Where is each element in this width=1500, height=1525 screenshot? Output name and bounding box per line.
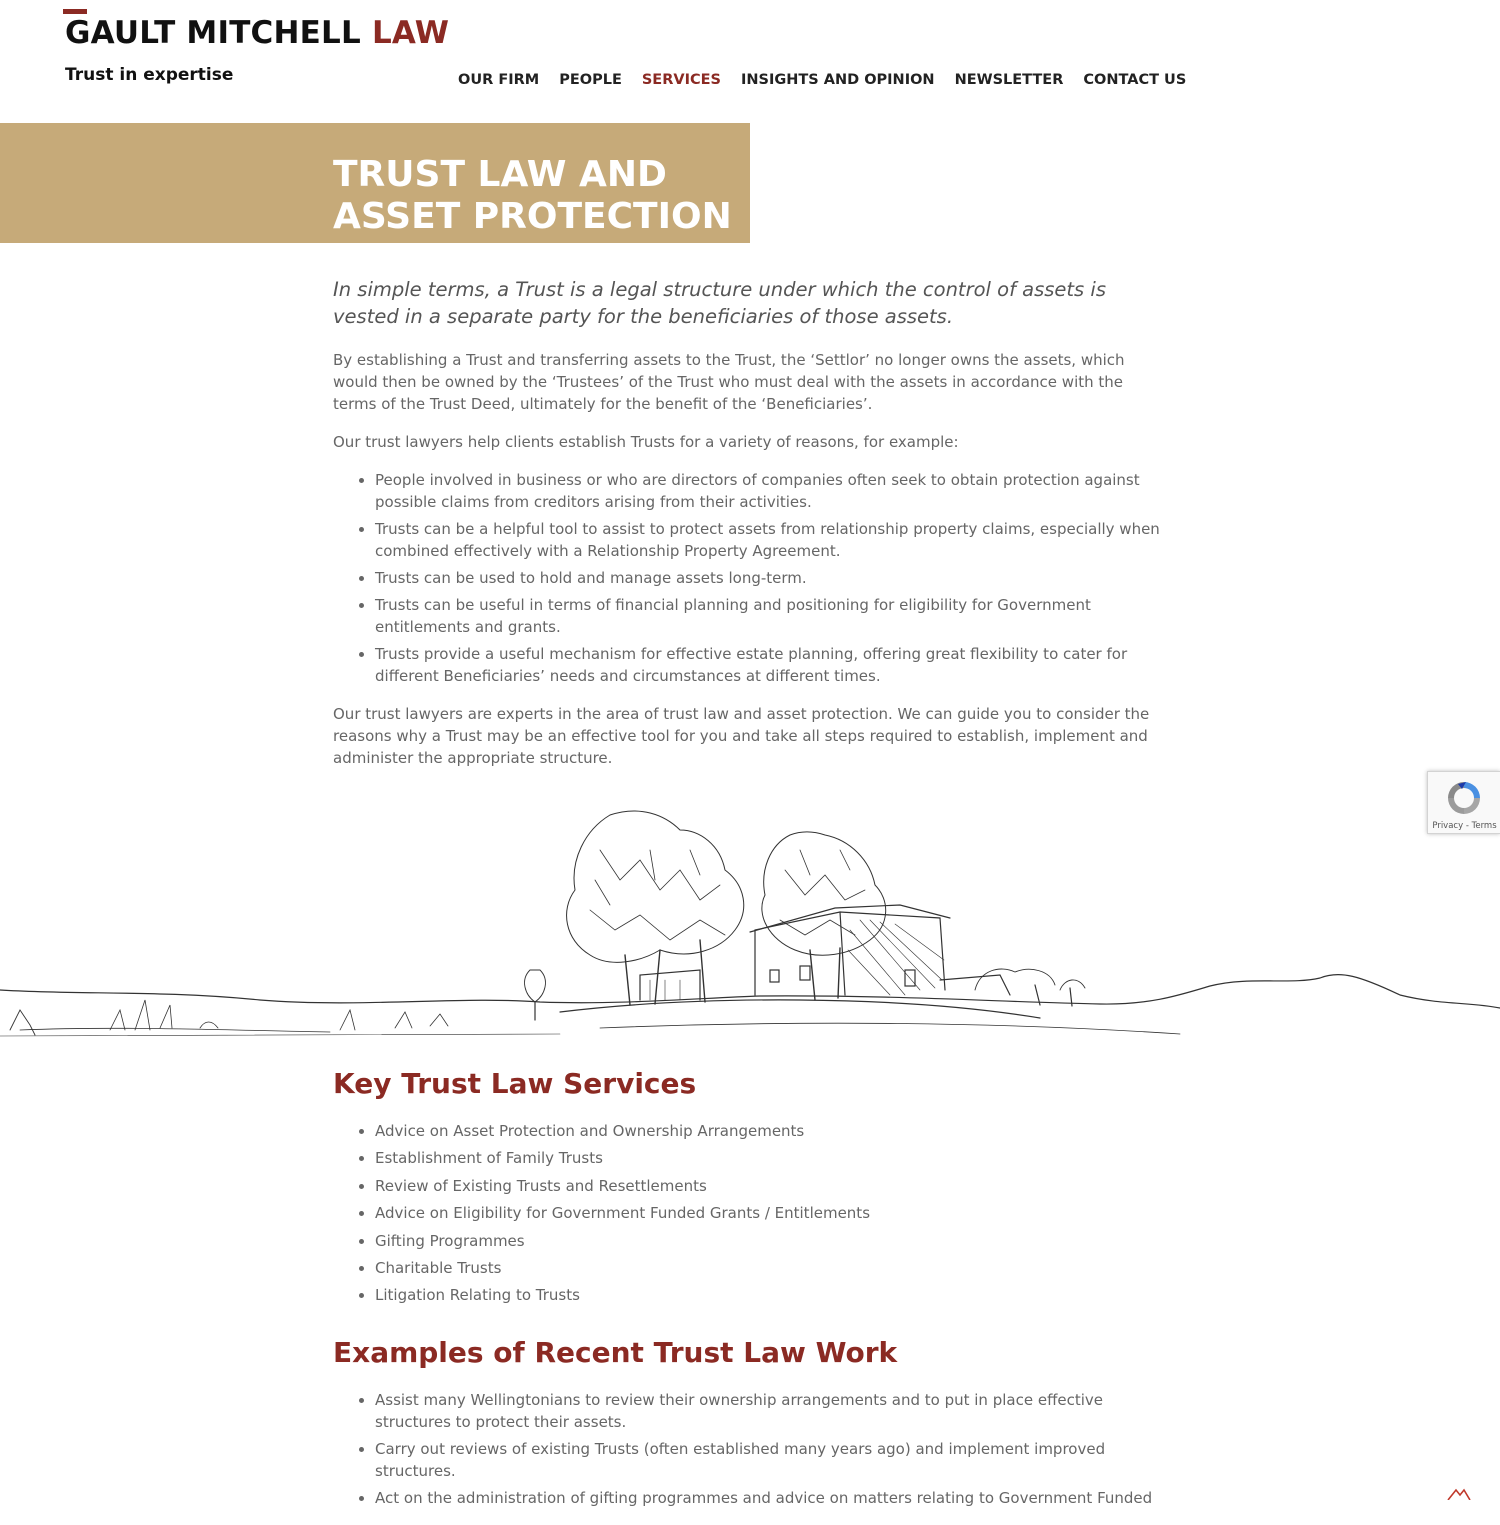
intro-paragraph-3: Our trust lawyers are experts in the area of trust law and asset protection. We can guide you to consider the reasons why a Trust may be an effective tool for you and take all steps required to establish, implement and administer the appropriate structure.	[333, 705, 1150, 767]
nav-people[interactable]: PEOPLE	[559, 72, 622, 88]
site-logo[interactable]	[65, 15, 449, 51]
list-item: • Advice on Eligibility for Government Funded Grants / Entitlements	[375, 1202, 1163, 1224]
logo-accent-bar	[63, 9, 87, 14]
intro-paragraph-2: Our trust lawyers help clients establish Trusts for a variety of reasons, for example:	[333, 433, 959, 451]
recent-work-section	[333, 1331, 1163, 1525]
recaptcha-privacy-link[interactable]: Privacy	[1432, 821, 1464, 831]
list-item: • Charitable Trusts	[375, 1257, 1163, 1279]
recent-work-list	[333, 1389, 1163, 1509]
corner-logo-icon	[1446, 1487, 1472, 1500]
list-item: • Trusts can be a helpful tool to assist to protect assets from relationship property claims, especially when combined effectively with a Relationship Property Agreement.	[375, 518, 1163, 562]
list-item: • Trusts can be used to hold and manage assets long-term.	[375, 567, 1163, 589]
key-services-section	[333, 1062, 1163, 1322]
nav-our-firm[interactable]: OUR FIRM	[458, 72, 540, 88]
recaptcha-icon	[1444, 778, 1484, 818]
nav-contact-us[interactable]: CONTACT US	[1083, 72, 1187, 88]
recaptcha-terms-link[interactable]: Terms	[1471, 821, 1497, 831]
nav-newsletter[interactable]: NEWSLETTER	[954, 72, 1064, 88]
reasons-list	[333, 469, 1163, 687]
site-header	[0, 0, 1500, 120]
list-item: • Act on the administration of gifting programmes and advice on matters relating to Government Funded	[375, 1487, 1163, 1509]
list-item: • Carry out reviews of existing Trusts (often established many years ago) and implement improved structures.	[375, 1438, 1163, 1482]
nav-insights-and-opinion[interactable]: INSIGHTS AND OPINION	[740, 72, 935, 88]
key-services-heading: Key Trust Law Services	[333, 1067, 697, 1100]
logo-name: GAULT MITCHELL	[65, 15, 361, 51]
site-tagline: Trust in expertise	[65, 65, 234, 85]
intro-lead: In simple terms, a Trust is a legal structure under which the control of assets is vested in a separate party for the beneficiaries of those assets.	[333, 278, 1106, 328]
recent-work-heading: Examples of Recent Trust Law Work	[333, 1336, 898, 1369]
key-services-list	[333, 1120, 1163, 1306]
page-title: TRUST LAW AND ASSET PROTECTION	[333, 154, 732, 237]
recaptcha-badge[interactable]	[1427, 771, 1500, 834]
list-item: • Litigation Relating to Trusts	[375, 1284, 1163, 1306]
main-nav	[458, 72, 1186, 88]
list-item: • Review of Existing Trusts and Resettlements	[375, 1175, 1163, 1197]
list-item: • Assist many Wellingtonians to review their ownership arrangements and to put in place effective structures to protect their assets.	[375, 1389, 1163, 1433]
recaptcha-link-separator: -	[1463, 821, 1472, 831]
landscape-sketch-illustration	[0, 790, 1500, 1040]
nav-services[interactable]: SERVICES	[641, 72, 721, 88]
recaptcha-links	[1428, 821, 1500, 831]
list-item: • Establishment of Family Trusts	[375, 1147, 1163, 1169]
intro-paragraph-1: By establishing a Trust and transferring assets to the Trust, the ‘Settlor’ no longer owns the assets, which would then be owned by the ‘Trustees’ of the Trust who must deal with the assets in accordance with the terms of the Trust Deed, ultimately for the benefit of the ‘Beneficiaries’.	[333, 351, 1125, 413]
list-item: • Trusts provide a useful mechanism for effective estate planning, offering great flexibility to cater for different Beneficiaries’ needs and circumstances at different times.	[375, 643, 1163, 687]
list-item: • People involved in business or who are directors of companies often seek to obtain protection against possible claims from creditors arising from their activities.	[375, 469, 1163, 513]
list-item: • Gifting Programmes	[375, 1230, 1163, 1252]
intro-content	[333, 276, 1163, 785]
list-item: • Trusts can be useful in terms of financial planning and positioning for eligibility for Government entitlements and grants.	[375, 594, 1163, 638]
logo-accent-word: LAW	[371, 15, 450, 51]
list-item: • Advice on Asset Protection and Ownership Arrangements	[375, 1120, 1163, 1142]
